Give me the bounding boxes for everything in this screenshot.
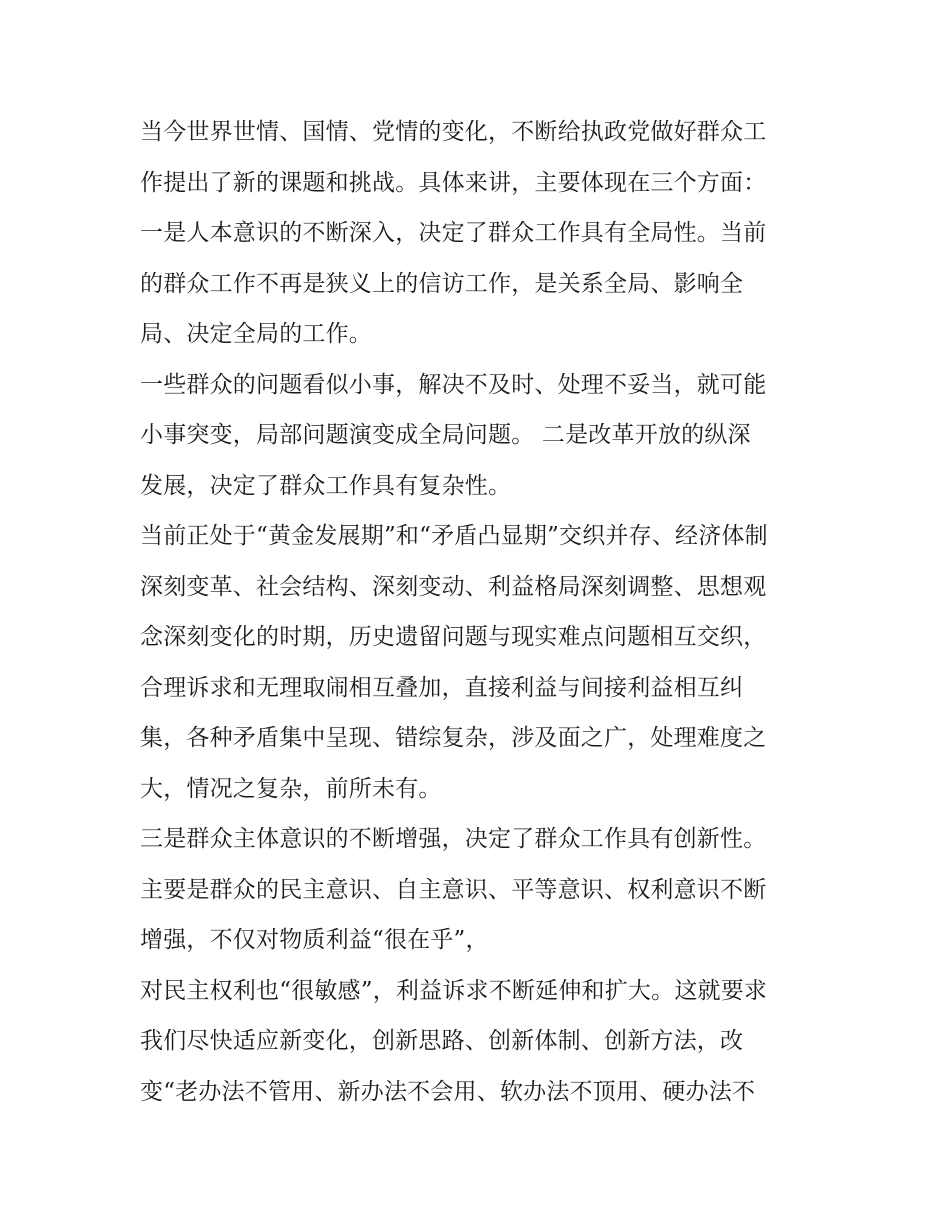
text-line: 变“老办法不管用、新办法不会用、软办法不顶用、硬办法不 (140, 1078, 756, 1105)
text-line: 念深刻变化的时期，历史遗留问题与现实难点问题相互交织， (140, 624, 767, 650)
text-line: 深刻变革、社会结构、深刻变动、利益格局深刻调整、思想观 (140, 573, 767, 600)
text-line: 大，情况之复杂，前所未有。 (140, 775, 442, 802)
text-line: 的群众工作不再是狭义上的信访工作，是关系全局、影响全 (140, 270, 744, 297)
text-line: 发展，决定了群众工作具有复杂性。 (140, 472, 512, 499)
text-line: 小事突变，局部问题演变成全局问题。 二是改革开放的纵深 (140, 422, 751, 448)
text-line: 合理诉求和无理取闹相互叠加，直接利益与间接利益相互纠 (140, 674, 744, 701)
text-line: 作提出了新的课题和挑战。具体来讲，主要体现在三个方面： (140, 169, 767, 196)
body-text (140, 107, 820, 1117)
text-line: 我们尽快适应新变化，创新思路、创新体制、创新方法，改 (140, 1028, 744, 1054)
text-line: 三是群众主体意识的不断增强，决定了群众工作具有创新性。 (140, 826, 767, 852)
text-line: 当今世界世情、国情、党情的变化，不断给执政党做好群众工 (140, 119, 767, 145)
text-line: 增强，不仅对物质利益“很在乎”， (140, 927, 489, 953)
text-line: 一些群众的问题看似小事，解决不及时、处理不妥当，就可能 (140, 371, 767, 398)
text-line: 局、决定全局的工作。 (140, 321, 372, 347)
text-line: 集，各种矛盾集中呈现、错综复杂，涉及面之广，处理难度之 (140, 725, 767, 751)
text-line: 主要是群众的民主意识、自主意识、平等意识、权利意识不断 (140, 876, 767, 903)
text-line: 当前正处于“黄金发展期”和“矛盾凸显期”交织并存、经济体制 (140, 523, 768, 549)
text-line: 对民主权利也“很敏感”，利益诉求不断延伸和扩大。这就要求 (140, 977, 768, 1004)
text-line: 一是人本意识的不断深入，决定了群众工作具有全局性。当前 (140, 220, 767, 246)
